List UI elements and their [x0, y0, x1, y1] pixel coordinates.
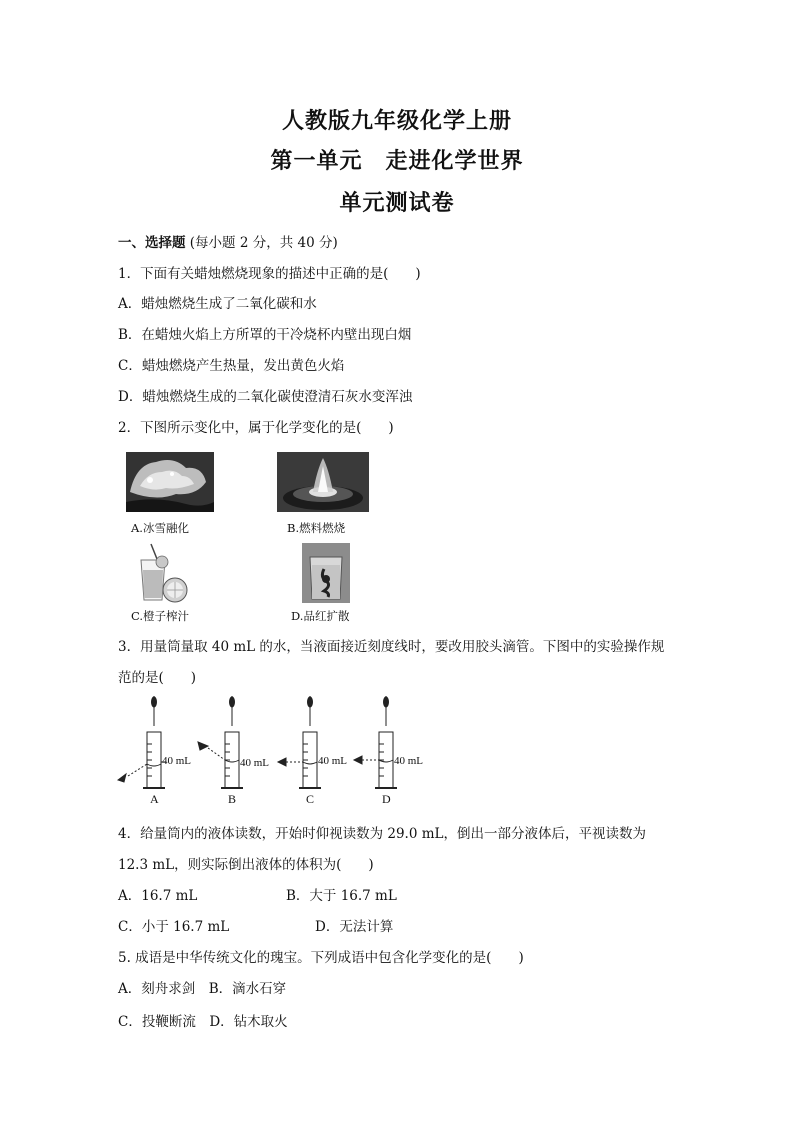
q2-caption-c: C.橙子榨汁	[131, 609, 190, 623]
q1-option-d: D．蜡烛燃烧生成的二氧化碳使澄清石灰水变浑浊	[118, 389, 413, 405]
q1-option-c: C．蜡烛燃烧产生热量，发出黄色火焰	[118, 358, 345, 374]
q2-stem: 2．下图所示变化中，属于化学变化的是( )	[118, 420, 394, 436]
cylinder-c-mark: 40 mL	[318, 755, 348, 767]
cylinder-label-b: B	[228, 792, 237, 806]
cylinder-c	[278, 696, 321, 788]
measuring-cylinder-diagram	[110, 694, 450, 794]
section-heading	[118, 231, 338, 251]
q2-caption-a: A.冰雪融化	[131, 521, 189, 535]
cylinder-label-c: C	[306, 792, 315, 806]
fuel-burning-image	[277, 452, 369, 512]
q3-stem-line2: 范的是( )	[118, 670, 197, 686]
cylinder-d	[354, 696, 397, 788]
cylinder-a-mark: 40 mL	[162, 755, 192, 767]
dye-diffusion-image	[302, 543, 350, 603]
q5-options-cd: C．投鞭断流 D．钻木取火	[118, 1014, 288, 1030]
q3-stem-line1: 3．用量筒量取 40 mL 的水，当液面接近刻度线时，要改用胶头滴管。下图中的实验操作规	[118, 639, 665, 655]
q2-caption-d: D.品红扩散	[291, 609, 350, 623]
cylinder-d-mark: 40 mL	[394, 755, 424, 767]
test-title: 单元测试卷	[339, 190, 455, 216]
ice-melting-image	[126, 452, 214, 512]
section-heading-label: 一、选择题	[118, 235, 186, 251]
q4-stem-line2: 12.3 mL，则实际倒出液体的体积为( )	[118, 857, 374, 873]
doc-title: 人教版九年级化学上册	[281, 108, 512, 134]
q2-caption-b: B.燃料燃烧	[287, 521, 346, 535]
section-heading-note: (每小题 2 分，共 40 分)	[185, 235, 338, 251]
q4-option-c: C．小于 16.7 mL	[118, 919, 230, 935]
q4-option-d: D．无法计算	[315, 919, 394, 935]
q5-stem: 5. 成语是中华传统文化的瑰宝。下列成语中包含化学变化的是( )	[118, 950, 524, 966]
q1-option-b: B．在蜡烛火焰上方所罩的干冷烧杯内壁出现白烟	[118, 327, 412, 343]
q1-stem: 1．下面有关蜡烛燃烧现象的描述中正确的是( )	[118, 266, 421, 282]
cylinder-b-mark: 40 mL	[240, 757, 270, 769]
unit-title: 第一单元 走进化学世界	[270, 148, 524, 174]
q5-options-ab: A．刻舟求剑 B．滴水石穿	[118, 981, 287, 997]
cylinder-label-a: A	[150, 792, 159, 806]
q4-option-a: A．16.7 mL	[118, 888, 198, 904]
q4-option-b: B．大于 16.7 mL	[286, 888, 397, 904]
cylinder-a	[118, 696, 166, 788]
cylinder-label-d: D	[382, 792, 391, 806]
q4-stem-line1: 4．给量筒内的液体读数，开始时仰视读数为 29.0 mL，倒出一部分液体后，平视读数为	[118, 826, 646, 842]
cylinder-b	[198, 696, 243, 788]
orange-juice-image	[131, 542, 193, 604]
q1-option-a: A．蜡烛燃烧生成了二氧化碳和水	[118, 296, 317, 312]
